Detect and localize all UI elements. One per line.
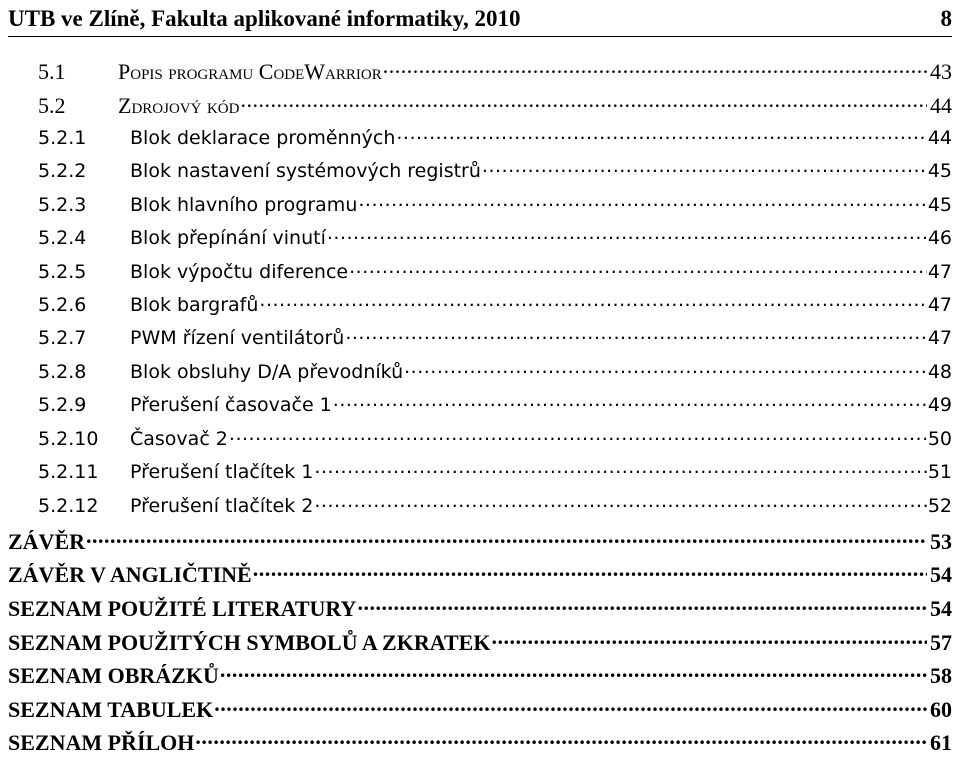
toc-entry-number: 5.2.12 [38,495,99,517]
dot-leader [357,594,927,616]
toc-entry-title: ZÁVĚR [8,529,86,554]
toc-entry-page: 45 [927,160,952,182]
toc-entry-number: 5.1 [38,59,66,84]
toc-entry-title: SEZNAM OBRÁZKŮ [8,663,219,688]
toc-entry[interactable] [0,325,952,359]
toc-entry-title: PWM řízení ventilátorů [130,327,345,349]
toc-entry-number: 5.2.2 [38,160,87,182]
header-divider [8,36,952,37]
toc-entry[interactable] [0,158,952,192]
toc-entry-number: 5.2.9 [38,394,87,416]
dot-leader [229,426,927,445]
toc-entry-title: Přerušení časovače 1 [130,394,332,416]
dot-leader [327,225,927,244]
dot-leader [195,728,927,750]
toc-entry-title: Blok deklarace proměnných [130,127,396,149]
toc-entry[interactable] [0,359,952,393]
toc-entry[interactable] [0,493,952,527]
toc-entry-page: 61 [930,730,952,755]
dot-leader [333,392,927,411]
toc-entry-page: 60 [930,697,952,722]
toc-entry[interactable] [0,292,952,326]
toc-entry-number: 5.2 [38,93,66,118]
toc-entry-number: 5.2.4 [38,227,87,249]
dot-leader [491,628,927,650]
toc-entry[interactable] [0,192,952,226]
toc-entry[interactable] [0,392,952,426]
dot-leader [349,259,927,278]
toc-entry-title: SEZNAM PŘÍLOH [8,730,195,755]
toc-entry-page: 47 [927,294,952,316]
toc-entry-title: Přerušení tlačítek 1 [130,461,314,483]
toc-entry-number: 5.2.8 [38,361,87,383]
toc-entry-page: 58 [930,663,952,688]
toc-entry-title: Přerušení tlačítek 2 [130,495,314,517]
toc-entry[interactable] [0,225,952,259]
dot-leader [383,57,927,79]
toc-entry-title: Časovač 2 [130,428,228,450]
toc-entry[interactable] [0,695,952,729]
toc-entry[interactable] [0,628,952,662]
dot-leader [86,527,927,549]
toc-entry[interactable] [0,125,952,159]
toc-entry-page: 51 [927,461,952,483]
page-header [8,2,952,36]
dot-leader [214,695,927,717]
toc-entry-number: 5.2.10 [38,428,99,450]
toc-entry-page: 47 [927,327,952,349]
toc-entry-page: 53 [930,529,952,554]
dot-leader [345,325,926,344]
toc-entry[interactable] [0,57,952,91]
dot-leader [396,125,926,144]
toc-entry-page: 44 [927,127,952,149]
toc-entry-title: ZÁVĚR V ANGLIČTINĚ [8,562,252,587]
dot-leader [253,560,927,582]
toc-entry-page: 50 [927,428,952,450]
toc-entry-title: Blok přepínání vinutí [130,227,326,249]
header-page-number: 8 [940,6,952,31]
dot-leader [259,292,926,311]
toc-entry-title: Blok hlavního programu [130,194,358,216]
toc-entry-number: 5.2.5 [38,261,87,283]
toc-entry-title: Zdrojový kód [118,93,240,118]
toc-entry-title: Blok nastavení systémových registrů [130,160,481,182]
toc-entry-page: 49 [927,394,952,416]
toc-entry-page: 47 [927,261,952,283]
toc-entry-number: 5.2.3 [38,194,87,216]
dot-leader [404,359,927,378]
toc-entry[interactable] [0,426,952,460]
toc-entry-title: SEZNAM POUŽITÉ LITERATURY [8,596,357,621]
dot-leader [220,661,927,683]
toc-entry[interactable] [0,91,952,125]
toc-entry-page: 57 [930,630,952,655]
dot-leader [482,158,927,177]
toc-entry-title: Popis programu CodeWarrior [118,59,382,84]
toc-entry-number: 5.2.6 [38,294,87,316]
dot-leader [240,91,927,113]
toc-entry-page: 48 [927,361,952,383]
toc-entry-number: 5.2.7 [38,327,87,349]
toc-entry-page: 43 [930,59,952,84]
toc-entry[interactable] [0,560,952,594]
toc-entry-page: 44 [930,93,952,118]
toc-entry-page: 46 [927,227,952,249]
toc-entry-page: 52 [927,495,952,517]
toc-entry-title: SEZNAM POUŽITÝCH SYMBOLŮ A ZKRATEK [8,630,491,655]
toc-entry-title: Blok bargrafů [130,294,259,316]
toc-entry[interactable] [0,527,952,561]
toc-entry[interactable] [0,594,952,628]
toc-entry[interactable] [0,259,952,293]
toc-entry[interactable] [0,459,952,493]
dot-leader [314,459,926,478]
toc-entry-page: 54 [930,596,952,621]
toc-entry-page: 54 [930,562,952,587]
dot-leader [314,493,926,512]
header-title: UTB ve Zlíně, Fakulta aplikované informatiky, 2010 [8,6,521,31]
toc-entry-number: 5.2.11 [38,461,99,483]
toc-entry-title: SEZNAM TABULEK [8,697,214,722]
toc-entry-title: Blok obsluhy D/A převodníků [130,361,404,383]
dot-leader [358,192,926,211]
toc-entry[interactable] [0,661,952,695]
toc-entry-number: 5.2.1 [38,127,87,149]
toc-entry-page: 45 [927,194,952,216]
toc-entry-title: Blok výpočtu diference [130,261,349,283]
